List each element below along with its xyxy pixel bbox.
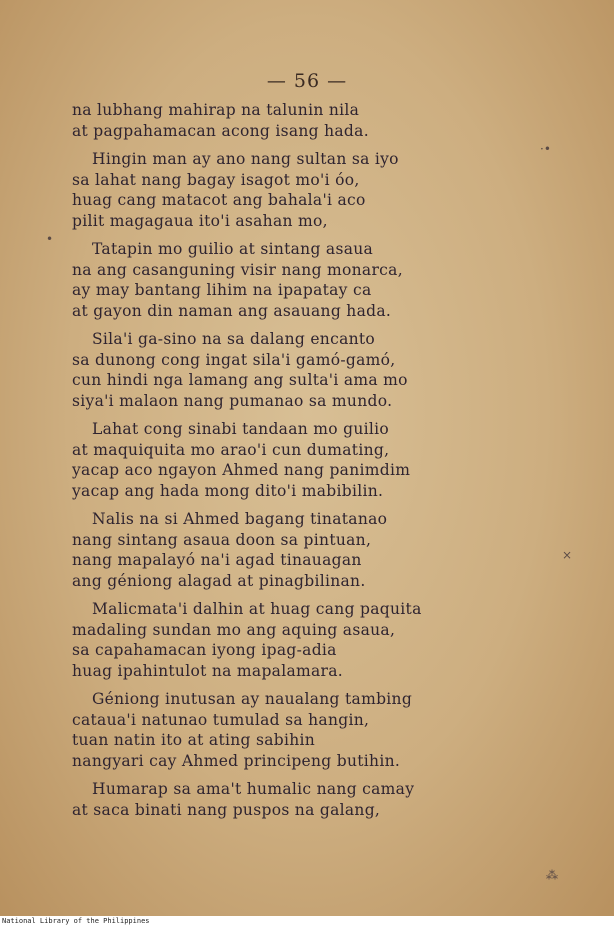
paper-speck-icon: ⁂ xyxy=(546,868,558,882)
stanza-9 xyxy=(72,779,542,820)
verse-line: Sila'i ga-sino na sa dalang encanto xyxy=(92,330,376,348)
verse-line: at pagpahamacan acong isang hada. xyxy=(72,121,369,140)
verse-line: nang mapalayó na'i agad tinauagan xyxy=(72,551,362,569)
poem-text xyxy=(72,100,542,828)
stanza-1 xyxy=(72,100,542,141)
stanza-6 xyxy=(72,509,542,591)
verse-line: yacap aco ngayon Ahmed nang panimdim xyxy=(72,461,411,479)
verse-line: yacap ang hada mong dito'i mabibilin. xyxy=(72,481,384,500)
stanza-8 xyxy=(72,689,542,771)
verse-line: cataua'i natunao tumulad sa hangin, xyxy=(72,710,370,729)
paper-speck-icon: • xyxy=(46,232,54,246)
verse-line: ang géniong alagad at pinagbilinan. xyxy=(72,571,366,590)
verse-line: sa capahamacan iyong ipag-adia xyxy=(72,641,337,659)
verse-line: sa dunong cong ingat sila'i gamó-gamó, xyxy=(72,350,396,369)
verse-line: na lubhang mahirap na talunin nila xyxy=(72,101,360,119)
verse-line: at maquiquita mo arao'i cun dumating, xyxy=(72,440,390,459)
paper-speck-icon: × xyxy=(562,548,573,562)
verse-line: cun hindi nga lamang ang sulta'i ama mo xyxy=(72,371,408,389)
verse-line: Nalis na si Ahmed bagang tinatanao xyxy=(92,510,388,528)
verse-line: sa lahat nang bagay isagot mo'i óo, xyxy=(72,170,360,189)
verse-line: nang sintang asaua doon sa pintuan, xyxy=(72,530,372,549)
verse-line: na ang casanguning visir nang monarca, xyxy=(72,260,403,279)
verse-line: Hingin man ay ano nang sultan sa iyo xyxy=(92,150,399,168)
stanza-4 xyxy=(72,329,542,411)
verse-line: siya'i malaon nang pumanao sa mundo. xyxy=(72,391,393,410)
library-credit: National Library of the Philippines xyxy=(2,917,150,925)
verse-line: Malicmata'i dalhin at huag cang paquita xyxy=(92,600,422,618)
verse-line: nangyari cay Ahmed principeng butihin. xyxy=(72,751,401,770)
stanza-5 xyxy=(72,419,542,501)
page-number: — 56 — xyxy=(266,70,348,92)
paper-speck-icon: ·• xyxy=(540,142,551,156)
verse-line: Tatapin mo guilio at sintang asaua xyxy=(92,240,374,258)
verse-line: ay may bantang lihim na ipapatay ca xyxy=(72,281,372,299)
stanza-7 xyxy=(72,599,542,681)
verse-line: at gayon din naman ang asauang hada. xyxy=(72,301,392,320)
verse-line: tuan natin ito at ating sabihin xyxy=(72,731,316,749)
stanza-3 xyxy=(72,239,542,321)
verse-line: Lahat cong sinabi tandaan mo guilio xyxy=(92,420,390,438)
verse-line: huag cang matacot ang bahala'i aco xyxy=(72,191,366,209)
stanza-2 xyxy=(72,149,542,231)
verse-line: madaling sundan mo ang aquing asaua, xyxy=(72,620,396,639)
verse-line: at saca binati nang puspos na galang, xyxy=(72,800,381,819)
verse-line: huag ipahintulot na mapalamara. xyxy=(72,661,344,680)
verse-line: pilit magagaua ito'i asahan mo, xyxy=(72,211,328,230)
verse-line: Géniong inutusan ay naualang tambing xyxy=(92,690,413,708)
verse-line: Humarap sa ama't humalic nang camay xyxy=(92,780,415,798)
